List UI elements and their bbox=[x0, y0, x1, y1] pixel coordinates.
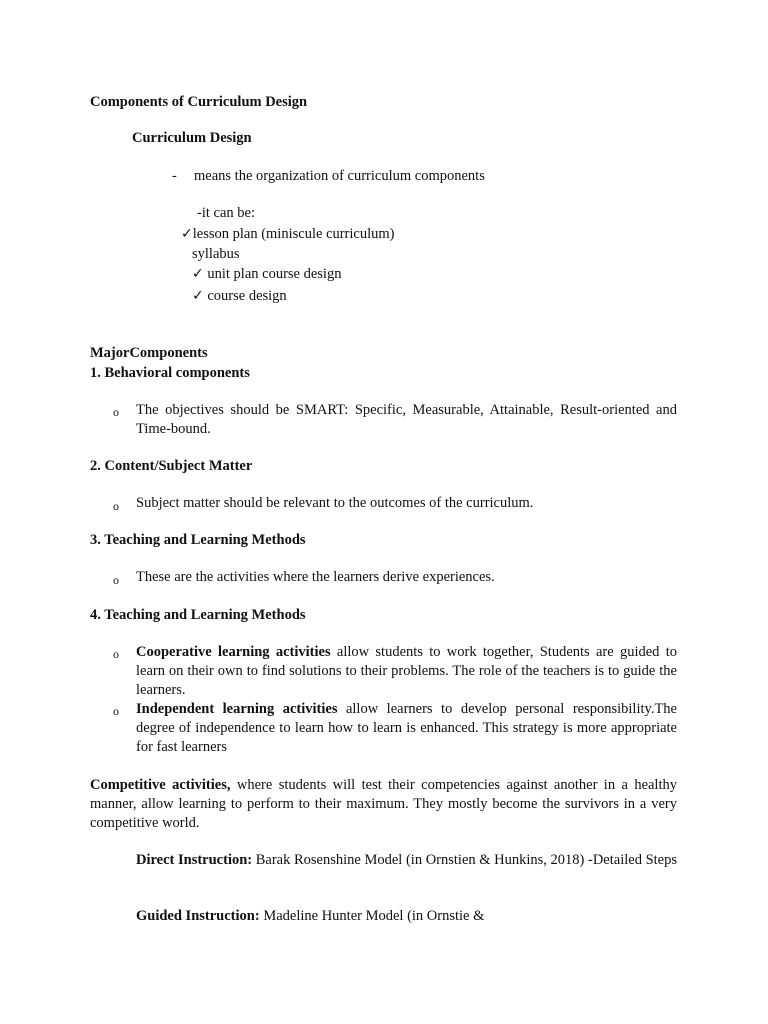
cooperative-learning-text bbox=[136, 643, 677, 700]
cooperative-learning-desc: allow students to work together, Students are guided to learn on their own to find solutions to their problems. The role of the teachers is to guide the learners. bbox=[136, 644, 677, 698]
checkmark-icon: ✓ bbox=[192, 288, 204, 304]
component-2-text: Subject matter should be relevant to the outcomes of the curriculum. bbox=[136, 495, 534, 511]
lesson-plan-label: lesson plan (miniscule curriculum) bbox=[192, 226, 395, 242]
definition-dash: - bbox=[172, 168, 177, 184]
bullet-icon: o bbox=[113, 647, 119, 661]
competitive-activities-desc: where students will test their competencies against another in a healthy manner, allow learning to perform to their maximum. They mostly become the survivors in a very competitive world. bbox=[90, 777, 677, 831]
major-components-title: MajorComponents bbox=[90, 345, 208, 361]
bullet-icon: o bbox=[113, 405, 119, 419]
course-design-item bbox=[192, 288, 287, 305]
component-3-text: These are the activities where the learners derive experiences. bbox=[136, 569, 495, 585]
independent-learning-term: Independent learning activities bbox=[136, 701, 338, 717]
direct-instruction-desc: Barak Rosenshine Model (in Ornstien & Hunkins, 2018) -Detailed Steps bbox=[252, 852, 677, 868]
cooperative-learning-term: Cooperative learning activities bbox=[136, 644, 331, 660]
guided-instruction-desc: Madeline Hunter Model (in Ornstie & bbox=[259, 908, 485, 924]
component-3-heading: 3. Teaching and Learning Methods bbox=[90, 532, 306, 548]
section-title: Curriculum Design bbox=[132, 130, 252, 146]
bullet-icon: o bbox=[113, 499, 119, 513]
independent-learning-text bbox=[136, 700, 677, 757]
guided-instruction-term: Guided Instruction: bbox=[136, 908, 260, 924]
direct-instruction-paragraph bbox=[136, 851, 677, 870]
component-2-heading: 2. Content/Subject Matter bbox=[90, 458, 253, 474]
unit-plan-label: unit plan course design bbox=[207, 266, 342, 282]
unit-plan-item bbox=[192, 266, 341, 283]
component-4-heading: 4. Teaching and Learning Methods bbox=[90, 607, 306, 623]
checkmark-icon: ✓ bbox=[181, 226, 193, 242]
bullet-icon: o bbox=[113, 573, 119, 587]
course-design-label: course design bbox=[207, 288, 287, 304]
direct-instruction-term: Direct Instruction: bbox=[136, 852, 253, 868]
checkmark-icon: ✓ bbox=[192, 266, 204, 282]
bullet-icon: o bbox=[113, 704, 119, 718]
component-1-heading: 1. Behavioral components bbox=[90, 365, 250, 381]
document-title: Components of Curriculum Design bbox=[90, 94, 308, 110]
syllabus-item: syllabus bbox=[192, 246, 240, 262]
definition-text: means the organization of curriculum components bbox=[194, 168, 485, 184]
competitive-activities-paragraph bbox=[90, 776, 677, 833]
component-1-text: The objectives should be SMART: Specific, Measurable, Attainable, Result-oriented and Time-bound. bbox=[136, 402, 677, 437]
it-can-be-label: -it can be: bbox=[197, 205, 255, 221]
lesson-plan-item bbox=[181, 226, 394, 243]
guided-instruction-paragraph bbox=[136, 907, 677, 926]
competitive-activities-term: Competitive activities, bbox=[90, 777, 231, 793]
independent-learning-desc: allow learners to develop personal responsibility.The degree of independence to learn how to learn is enhanced. This strategy is more appropriate for fast learners bbox=[136, 701, 677, 755]
